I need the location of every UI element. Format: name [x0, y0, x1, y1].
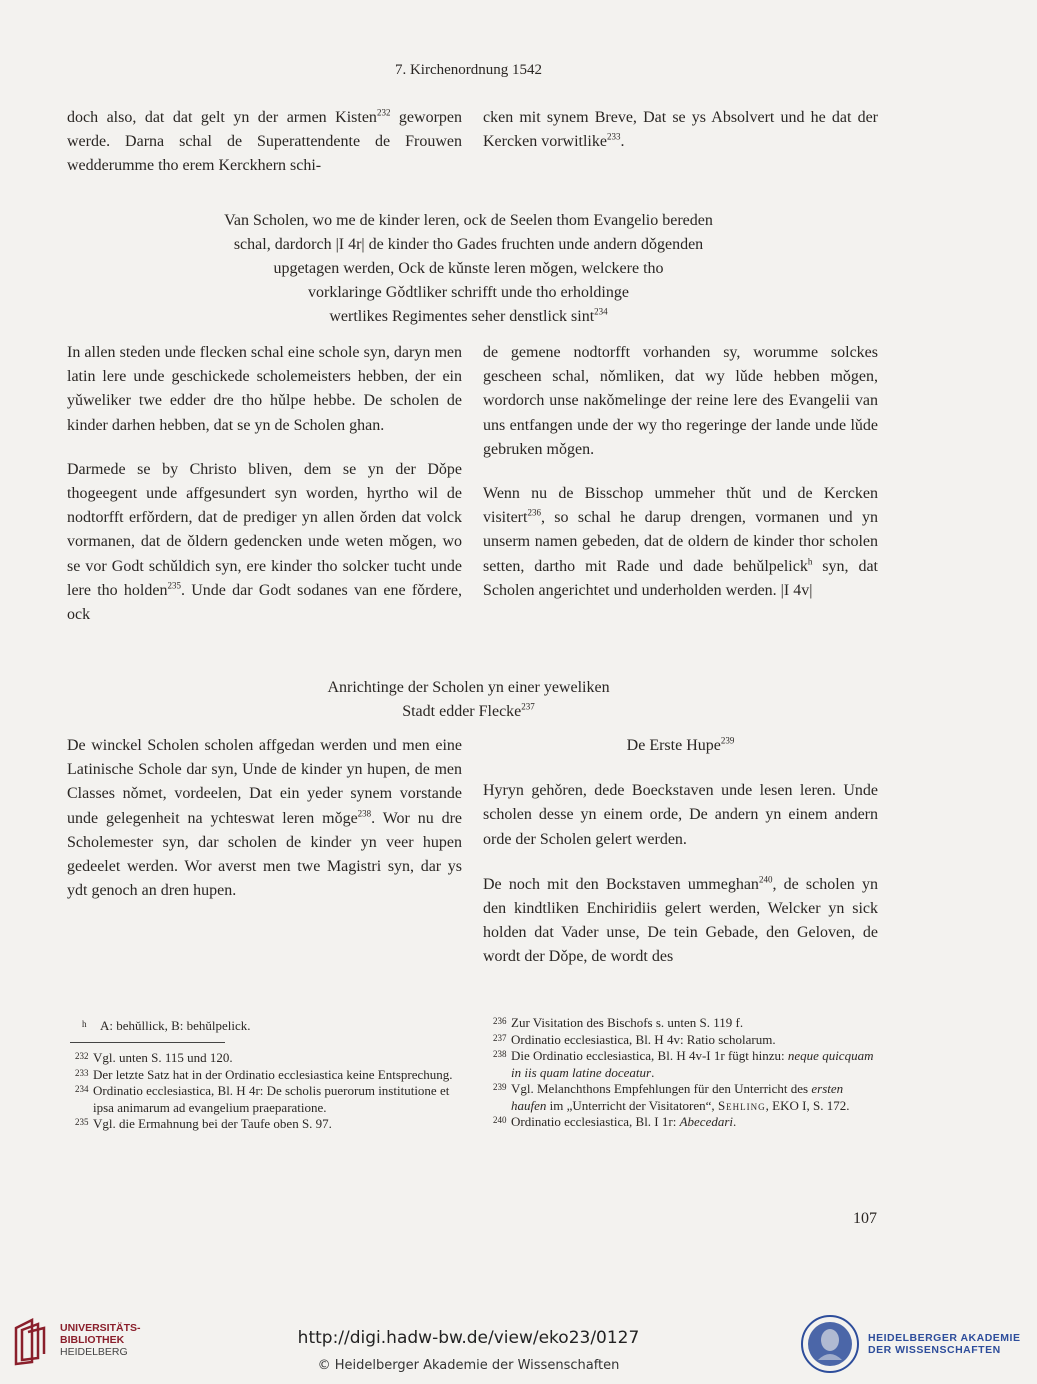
heading-line: wertlikes Regimentes seher denstlick sint$^{234}$ — [329, 306, 608, 325]
paragraph: cken mit synem Breve, Dat se ys Absolvert und he dat der Kercken vorwitlike$^{233}$. — [483, 109, 878, 151]
footnote: 239 Vgl. Melanchthons Empfehlungen für den Unterricht des ersten haufen im „Unterricht der Visitatoren“, Sehling, EKO I, S. 172. — [493, 1081, 850, 1113]
heading-line: vorklaringe Gǒdtliker schrifft unde tho erholdinge — [308, 284, 629, 301]
footnote: 233 Der letzte Satz hat in der Ordinatio ecclesiastica keine Entsprechung. — [75, 1066, 453, 1082]
footnote-ref[interactable]: 239 — [720, 735, 735, 746]
footnote: 240 Ordinatio ecclesiastica, Bl. I 1r: Abecedari. — [493, 1114, 737, 1129]
paragraph: In allen steden unde flecken schal eine schole syn, daryn men latin lere unde geschickede scholemeisters hebben, der ein yǔweliker twe edder dre tho hǔlpe hebbe. De scholen de kinder darhen hebben, dat se yn de Scholen ghan. — [67, 344, 462, 434]
heading-line: Van Scholen, wo me de kinder leren, ock de Seelen thom Evangelio bereden — [224, 212, 713, 229]
paragraph: Darmede se by Christo bliven, dem se yn der Dǒpe thogeegent unde affgesundert syn worden, hyrtho wil de nodtorfft erfǒrdern, dat de prediger yn allen ǒrden dat volck vormanen, dat de ǒldern gedencken unde weten mǒgen, wo se vor Godt schǔldich syn, ere kinder tho solcker tucht unde lere tho holden$^{235}$. Unde dar Godt sodanes van ene fǒrdere, ock — [67, 460, 463, 624]
footnote-ref[interactable]: 237 — [521, 701, 535, 712]
footnote: 234 Ordinatio ecclesiastica, Bl. H 4r: De scholis puerorum institutione et ipsa animarum ad evangelium praeparatione. — [75, 1083, 450, 1115]
footnote-ref[interactable]: h — [807, 556, 813, 567]
heading-line: Stadt edder Flecke$^{237}$ — [402, 701, 535, 720]
paragraph: Wenn nu de Bisschop ummeher thǔt und de Kercken visitert$^{236}$, so schal he darup drengen, vormanen und yn unserm namen gebeden, dat de oldern de kinder thor scholen setten, dartho mit Rade und dade behǔlpelick$^h$ syn, dat Scholen angerichtet und underholden werden. |I 4v| — [483, 485, 878, 599]
subheading-erste-hupe: De Erste Hupe$^{239}$ — [626, 735, 735, 754]
right-column-bottom — [483, 734, 878, 970]
footnote-rule — [70, 1042, 225, 1043]
heading-line: Anrichtinge der Scholen yn einer yeweliken — [327, 679, 610, 696]
footnotes-left — [75, 1050, 463, 1133]
left-column-middle — [67, 341, 462, 627]
footnote: 238 Die Ordinatio ecclesiastica, Bl. H 4v-I 1r fügt hinzu: neque quicquam in iis quam latine doceatur. — [493, 1048, 874, 1080]
university-library-name[interactable]: UNIVERSITÄTS- BIBLIOTHEK HEIDELBERG — [60, 1322, 141, 1358]
footnote: 232 Vgl. unten S. 115 und 120. — [75, 1050, 233, 1065]
section-heading-schools — [0, 209, 937, 329]
right-column-middle — [483, 341, 878, 603]
footnote-ref[interactable]: 235 — [167, 580, 181, 591]
paragraph: de gemene nodtorfft vorhanden sy, worumme solckes gescheen schal, nǒmliken, dat wy lǔde hebben mǒgen, wordorch unse nakǒmelinge der reine lere des Evangelii van uns entfangen unde der wy tho regeringe der lande unde lǔde gebruken mǒgen. — [483, 344, 878, 458]
paragraph: doch also, dat dat gelt yn der armen Kisten$^{232}$ geworpen werde. Darna schal de Superattendente de Frouwen wedderumme tho erem Kerckhern schi- — [67, 107, 462, 175]
running-title: 7. Kirchenordnung 1542 — [394, 62, 543, 78]
academy-name[interactable]: HEIDELBERGER AKADEMIE DER WISSENSCHAFTEN — [868, 1332, 1021, 1356]
paragraph: De noch mit den Bockstaven ummeghan$^{240}$, de scholen yn den kindtliken Enchiridiis gelert werden, Welcker yn sick holden dat Vader unse, De tein Gebade, den Geloven, de wordt der Dǒpe, de wordt des — [483, 874, 879, 966]
paragraph: Hyryn gehǒren, dede Boeckstaven unde lesen leren. Unde scholen desse yn einem orde, De andern yn einem andern orde der Scholen gelert werden. — [483, 782, 878, 848]
footnote-ref[interactable]: 236 — [527, 507, 541, 518]
footnote-ref[interactable]: 240 — [758, 874, 773, 885]
page-number: 107 — [853, 1210, 877, 1227]
footnote: 235 Vgl. die Ermahnung bei der Taufe oben S. 97. — [75, 1116, 332, 1131]
left-column-top — [67, 106, 462, 179]
footnote-h: h A: behǔllick, B: behǔlpelick. — [82, 1018, 251, 1033]
footnote-ref[interactable]: 238 — [357, 808, 372, 819]
paragraph: De winckel Scholen scholen affgedan werden und men eine Latinische Schole dar syn, Unde de kinder yn hupen, de men Classes nǒmet, vordeelen, Dat ein yeder synem vorstande unde gelegenheit na ychteswat leren mǒge$^{238}$. Wor nu dre Scholemester syn, dar scholen de kinder yn veer hupen gedeelet werden. Wor averst men twe Magistri syn, dar ys ydt genoch an dren hupen. — [67, 737, 462, 900]
copyright-notice: © Heidelberger Akademie der Wissenschaften — [317, 1358, 620, 1373]
heading-line: upgetagen werden, Ock de kǔnste leren mǒgen, welckere tho — [273, 260, 664, 277]
footnote-ref[interactable]: 234 — [594, 306, 608, 317]
left-column-bottom — [67, 734, 462, 903]
footnotes-right — [493, 1015, 881, 1131]
footnote: 237 Ordinatio ecclesiastica, Bl. H 4v: Ratio scholarum. — [493, 1031, 776, 1047]
footer-bar — [0, 1310, 1037, 1384]
right-column-top — [483, 106, 878, 154]
footnote-ref[interactable]: 232 — [376, 107, 391, 118]
heading-line: schal, dardorch |I 4r| de kinder tho Gades fruchten unde andern dǒgenden — [233, 236, 704, 253]
academy-seal-icon[interactable] — [800, 1314, 860, 1374]
footnote: 236 Zur Visitation des Bischofs s. unten S. 119 f. — [493, 1015, 744, 1030]
permalink-url[interactable]: http://digi.hadw-bw.de/view/eko23/0127 — [297, 1328, 640, 1348]
section-heading-anrichtinge — [0, 676, 937, 724]
footnote-ref[interactable]: 233 — [606, 131, 621, 142]
